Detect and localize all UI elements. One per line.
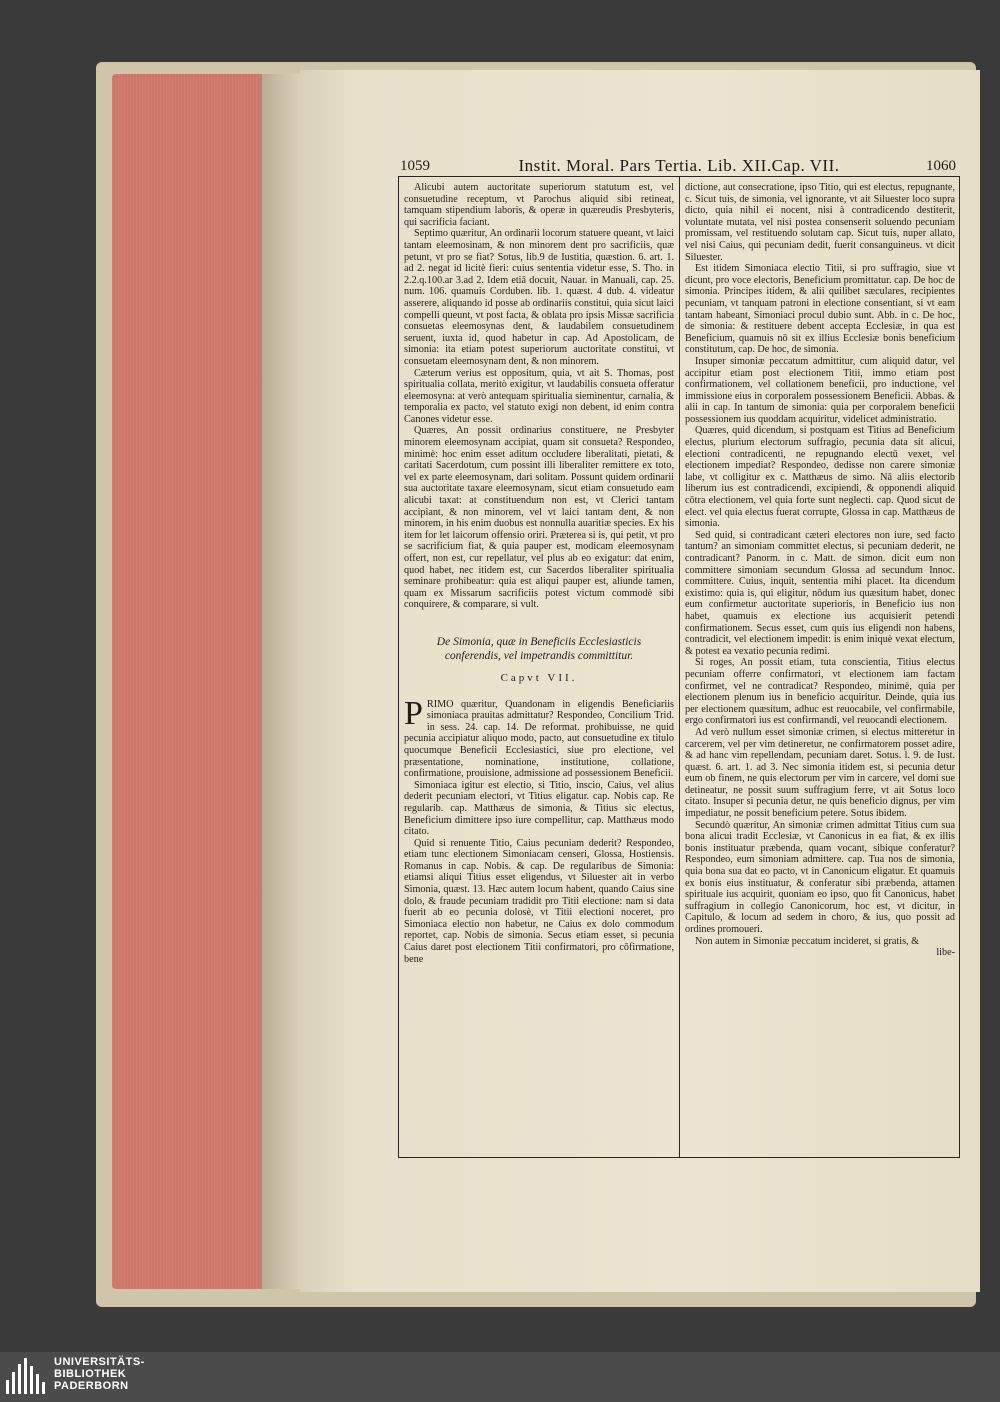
running-header bbox=[398, 158, 960, 178]
paragraph: Quæres, quid dicendum, si postquam est Titius ad Beneficium electus, plurium electorum suffragio, pecunia data sit alicui, electioni contradicenti, ne repugnando electū vexet, vel electionem impediat? Respondeo, dedisse non carere simoniæ labe, vt colligitur ex c. Matthæus de simo. Nā aliis electorib liberum ius est contradicendi, excipiendi, & opponendi aliquid cōtra electionem, vel quia forte sunt neglecti. cap. Quod sicut de elect. vel quia electus fuerat corrupte, Glossa in cap. Matthæus de simonia. bbox=[685, 425, 955, 530]
paragraph: Alicubi autem auctoritate superiorum statutum est, vel consuetudine receptum, vt Parochus aliquid sibi retineat, tamquam stipendium laboris, & operæ in quæreudis Presbyteris, qui sacrificia faciant. bbox=[404, 182, 674, 228]
paragraph: Cæterum verius est oppositum, quia, vt ait S. Thomas, post spiritualia collata, meritò exigitur, vt laudabilis consueta offeratur eleemosyna: at verò antequam spiritualia sieminentur, carnalia, & temporalia ex pacto, vel statuto exigi non debent, id enim contra Canones videtur esse. bbox=[404, 367, 674, 425]
right-column bbox=[685, 182, 955, 959]
paragraph: Insuper simoniæ peccatum admittitur, cum aliquid datur, vel accipitur etiam post electionem Titii, immo etiam post confirmationem, vel collationem beneficii, pro inductione, vel immissione eius in corporalem possessionem Beneficii. Abbas. & alii in cap. In tantum de simonia: quia per corporalem beneficii possessionem ius quoddam acquiritur, videlicet administratio. bbox=[685, 355, 955, 425]
library-name-line1: UNIVERSITÄTS- bbox=[54, 1356, 145, 1368]
library-name-line2: BIBLIOTHEK bbox=[54, 1368, 127, 1380]
section-heading: De Simonia, quæ in Beneficiis Ecclesiasticis conferendis, vel impetrandis committitur. bbox=[436, 635, 642, 662]
paragraph: Simoniaca igitur est electio, si Titio, inscio, Caius, vel alius dederit pecuniam electori, vt Titius eligatur. cap. Nobis cap. Re regularib. cap. Matthæus de simonia, & Titius sic electus, Beneficium dimittere ipso iure compellitur, cap. Matthæus modo citato. bbox=[404, 779, 674, 838]
paragraph: Secundò quæritur, An simoniæ crimen admittat Titius cum sua bona alicui tradit Ecclesiæ, vt Canonicus in ea fiat, & ex illis bonis instituatur præbenda, quam vocant, sibique conferatur? Respondeo, eum simoniam admittere. cap. Tua nos de simonia, quia bona sua dat eo pacto, vt in Canonicum eligatur. Et quamuis ex bonis eius instituatur, & conferatur sibi præbenda, attamen spirituale ius acquirit, quoniam eo ipso, quo fit Canonicus, habet suffragium in collegio Canonicorum, hoc est, vt dicitur, in Capitulo, & locum ad sedem in choro, & ius, quo possit ad ordines promoueri. bbox=[685, 819, 955, 935]
paragraph: Non autem in Simoniæ peccatum incideret, si gratis, & bbox=[695, 935, 920, 947]
page-number-right: 1060 bbox=[926, 158, 956, 174]
catchword: libe- bbox=[936, 947, 955, 959]
gutter-shadow bbox=[262, 74, 302, 1289]
chapter-label: Capvt VII. bbox=[500, 671, 578, 684]
paragraph: Sed quid, si contradicant cæteri electores non iure, sed facto tantum? an simoniam committet electus, si pecuniam dederit, ne contradicant? Panorm. in c. Matt. de simon. dicit eum non committere simoniam secundum Glossa ad secundum Innoc. committere. Cuius, inquit, sententia mihi placet. Ita dicendum existimo: quia is, qui eligitur, nōdum ius quæsitum habet, donec eum confirmetur auctoritate superioris, in Beneficio ius non habet, quamuis ex electione ius acquisierit petendi confirmationem. Secus esset, cum quis ius eligendi non habens, contradicit, vel electionem impedit: is enim iniquè vexat electum, & potest ea vexatio pecunia redimi. bbox=[685, 529, 955, 657]
paragraph: dictione, aut consecratione, ipso Titio, qui est electus, repugnante, c. Sicut tuis, de simonia, vel ignorante, vt ait Siluester loco supra dicto, quia nihil ei nocent, nisi à contradicendo destiterit, voluntate mutata, vel nisi postea consenserit soluendo pecuniam promissam, vel restituendo solutam cap. Sicut tuis, nuper allato, vel nisi Caius, qui pecuniam dedit, fuerit consanguineus. vt dicit Siluester. bbox=[685, 182, 955, 263]
library-name-line3: PADERBORN bbox=[54, 1380, 129, 1392]
left-column bbox=[404, 182, 674, 965]
first-paragraph bbox=[404, 694, 674, 780]
paragraph: Ad verò nullum esset simoniæ crimen, si electus mitteretur in carcerem, vel per vim detineretur, ne confirmatorem posset adire, & ad hanc vim repellendam, pecuniam daret. Sotus. l. 9. de Iust. quæst. 6. art. 1. ad 3. Nec simonia itidem est, si pecunia detur eum ob finem, ne quis electorum per vim in carcere, vel domi sue detineatur, ne possit suum suffragium ferre, vt ait Sotus loco citato. Insuper si pecunia detur, ne quis beneficio dignus, per vim impediatur, ne possit beneficium petere. Sotus ibidem. bbox=[685, 726, 955, 820]
footer-bar bbox=[0, 1352, 1000, 1402]
paragraph: Quid si renuente Titio, Caius pecuniam dederit? Respondeo, etiam tunc electionem Simoniacam censeri, Glossa, Hostiensis. Romanus in cap. Nobis. & cap. De regularibus de Simonia: etiamsi aliqui Titius esset eligendus, vt Siluester ait in verbo Simonia, quæst. 13. Hæc autem locum habent, quando Caius sine dolo, & fraude pecuniam tradidit pro Titii electione: nam si data fuerit ab eo pecunia dolosè, vt Titii electioni noceret, pro Simoniaca electio non habetur, ne Caius ex dolo commodum reportet, cap. Nobis de simonia. Secus etiam esset, si pecunia Caius daret post electionem Titii confirmatori, pro cōfirmatione, bene bbox=[404, 837, 674, 965]
column-divider bbox=[679, 176, 680, 1158]
drop-cap: P bbox=[404, 694, 423, 732]
running-title: Instit. Moral. Pars Tertia. Lib. XII.Cap. VII. bbox=[518, 156, 840, 175]
first-paragraph-text: RIMO quæritur, Quandonam in eligendis Beneficiariis simoniaca prauitas admittatur? Respondeo, Concilium Trid. in sess. 24. cap. 14. De reformat. prohibuisse, ne quid pecunia accipiatur aliquo modo, pacto, aut consuetudine ex titulo quocumque Beneficii Ecclesiastici, siue pro electione, vel præsentatione, nominatione, institutione, collatione, confirmatione, prouisione, admissione ad possessionem Beneficii. bbox=[404, 698, 674, 780]
page-edges bbox=[112, 74, 264, 1289]
paragraph: Si roges, An possit etiam, tuta conscientia, Titius electus pecuniam offerre confirmatori, vt electionem iam factam confirmet, vel ne contradicat? Respondeo, minimè, quia per electionem plenum ius in beneficio acquiritur. Deinde, quia ius per electionem quæsitum, adhuc est reuocabile, vel confirmabile, ergo confirmatori ius est confirmandi, vel reuocandi electionem. bbox=[685, 657, 955, 727]
paragraph: Quæres, An possit ordinarius constituere, ne Presbyter minorem eleemosynam accipiat, quam sit consueta? Respondeo, minimè: hoc enim esset aditum occludere liberalitati, pietati, & caritati Sacerdotum, cum possint illi liberaliter remittere ex toto, vel ex parte eleemosynam, dari solitam. Possunt quidem ordinarii sua auctoritate taxare eleemosynam, sicut etiam consuetudo eam alicubi taxat: at constituendum non est, vt Clerici tantam accipiant, & non minorem, vel vt laici tantam dent, & non minorem, in his enim duobus est nonnulla auaritiæ species. Ex his item for let laicorum offensio oriri. Præterea si is, qui petit, vt pro se sacrificium fiat, & quia pauper est, modicam eleemosynam offert, non est, cur repellatur, vel plus ab eo exigatur: dat enim, quod habet, nec itidem est, cur Sacerdos liberaliter spiritualia seminare prohibeatur: quia est aliqui pauper est, aliunde tamen, quam ex Missarum sacrificiis potest victum commodè sibi conquirere, & comparare, si vult. bbox=[404, 425, 674, 611]
library-logo-icon bbox=[6, 1358, 46, 1394]
page-number-left: 1059 bbox=[400, 158, 430, 174]
paragraph: Septimo quæritur, An ordinarii locorum statuere queant, vt laici tantam eleemosinam, & non minorem dent pro sacrificiis, quæ petunt, vt pro se fiat? Sotus, lib.9 de Iustitia, quæstion. 6. art. 1. ad 2. negat id licitè fieri: cuius sententia videtur esse, S. Tho. in 2.2.q.100.ar 3.ad 2. Idem etiā docuit, Nauar. in Manuali, cap. 25. num. 106. quamuis Corduben. lib. 1. quæst. 4 dub. 4. videatur asserere, aliquando id posse ab ordinariis constitui, quia sicut laici compelli queunt, vt post facta, & oblata pro ipsis Missæ sacrificia consuetas eleemosynas dent, & laudabilem consuetudinem seruent, iuxta id, quod habetur in cap. Ad Apostolicam, de simonia: ita etiam potest superiorum auctoritate constitui, vt consuetam eleemosynam dent, & non minorem. bbox=[404, 228, 674, 367]
paragraph: Est itidem Simoniaca electio Titii, si pro suffragio, siue vt dicunt, pro voce electoris, Beneficium promittatur. cap. De hoc de simonia. Principes itidem, & alii quilibet sæculares, recipientes pecuniam, vt tanquam patroni in electione consentiant, si vt eam tantam habeant, Simoniaci procul dubio sunt. Abb. in c. De hoc, de simonia: & restituere debent accepta Ecclesiæ, in qua est Beneficium, quamuis nō sit ex illius Ecclesiæ bonis beneficium constitutum, cap. De hoc, de simonia. bbox=[685, 263, 955, 356]
